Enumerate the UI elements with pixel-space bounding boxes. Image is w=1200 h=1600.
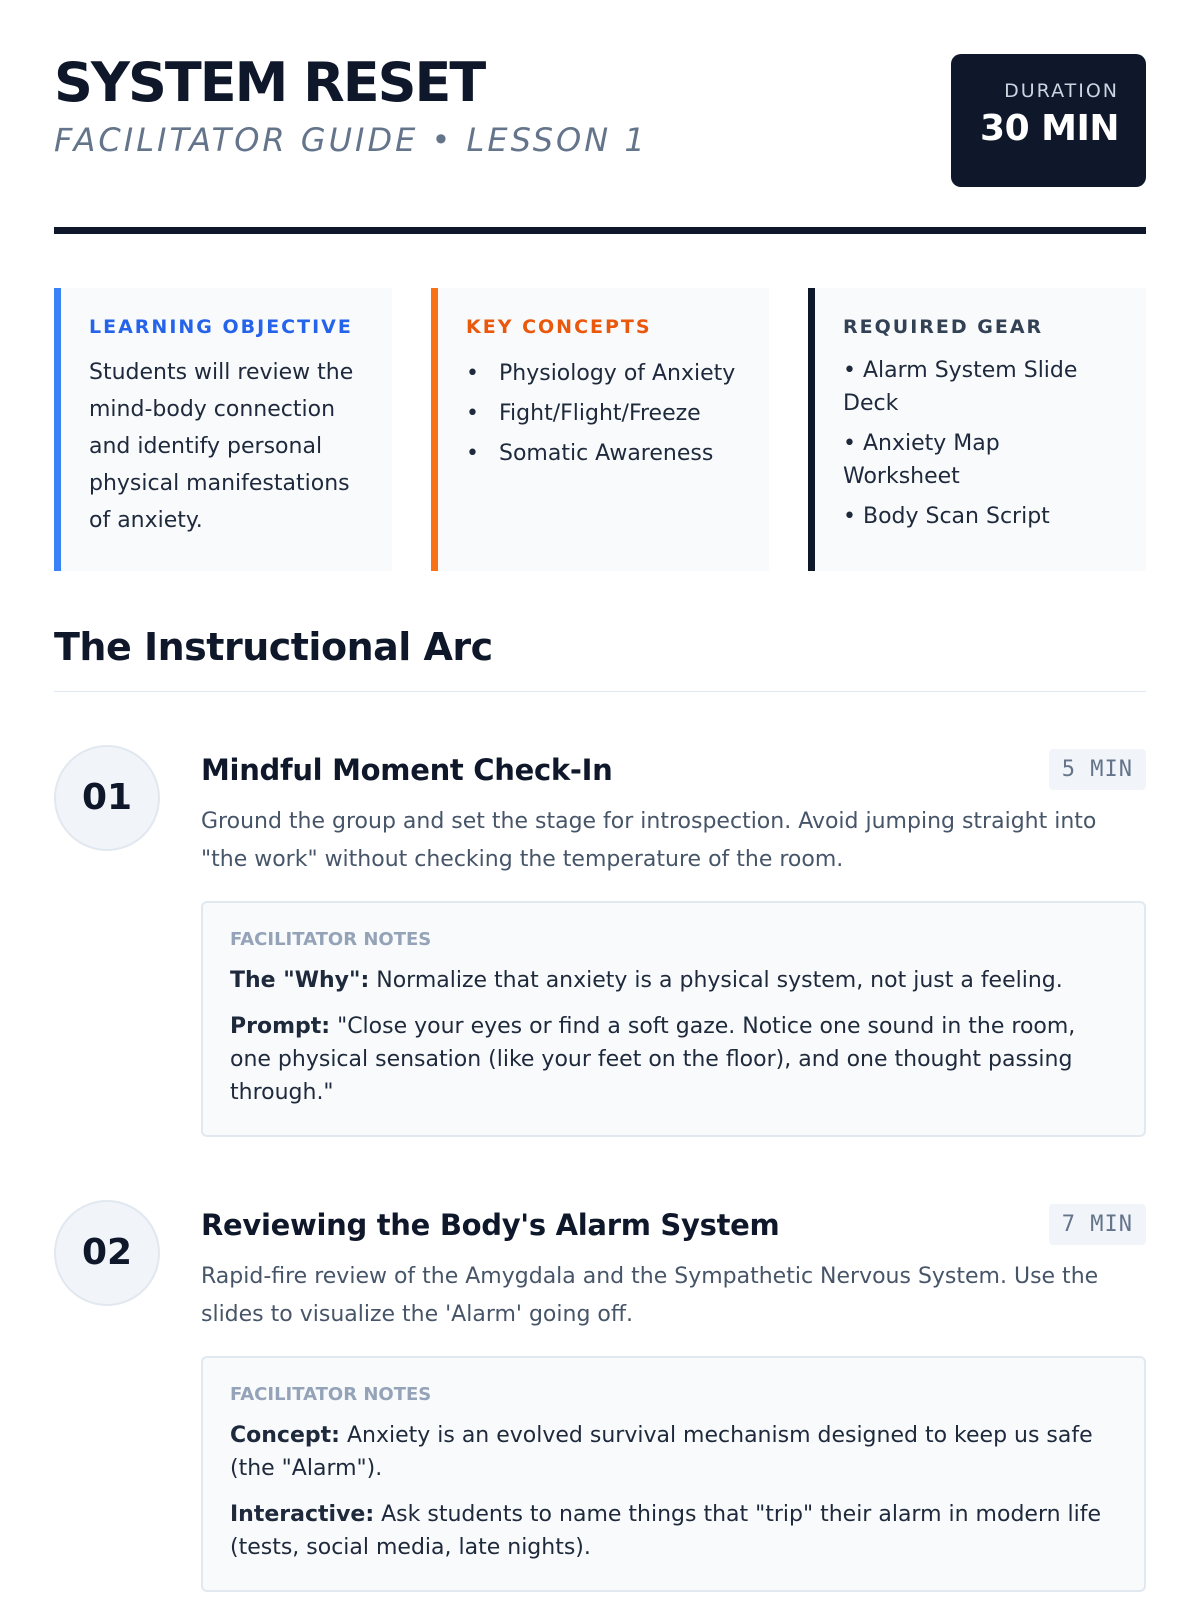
learning-objective-text: Students will review the mind-body connection and identify personal physical manifestations of anxiety. (89, 360, 354, 533)
note-text: Ask students to name things that "trip" their alarm in modern life (tests, social media, late nights). (230, 1502, 1102, 1560)
lesson-guide-page (54, 0, 1146, 1560)
step-title: Reviewing the Body's Alarm System (201, 1208, 780, 1242)
section-divider (54, 691, 1146, 692)
header-divider (54, 227, 1146, 234)
step-title: Mindful Moment Check-In (201, 753, 613, 787)
note-line (230, 1419, 1118, 1485)
note-text: "Close your eyes or find a soft gaze. Notice one sound in the room, one physical sensation (like your feet on the floor), and one thought passing through." (230, 1014, 1076, 1105)
summary-cards (54, 288, 1146, 571)
note-line (230, 1498, 1118, 1564)
learning-objective-title: LEARNING OBJECTIVE (89, 316, 353, 338)
step-description: Rapid-fire review of the Amygdala and the Sympathetic Nervous System. Use the slides to visualize the 'Alarm' going off. (201, 1264, 1099, 1327)
step-time-badge: 7 MIN (1049, 1204, 1146, 1245)
facilitator-notes-title: FACILITATOR NOTES (230, 929, 432, 950)
section-title: The Instructional Arc (54, 625, 493, 669)
step-description: Ground the group and set the stage for introspection. Avoid jumping straight into "the work" without checking the temperature of the room. (201, 809, 1097, 872)
required-gear-list (843, 354, 1093, 533)
note-label: Prompt: (230, 1014, 331, 1039)
list-item: • Physiology of Anxiety (466, 354, 745, 394)
duration-badge (951, 54, 1146, 187)
page-header (54, 0, 1146, 236)
step-number-badge: 02 (54, 1200, 160, 1306)
list-item: • Alarm System Slide Deck (843, 358, 1078, 416)
facilitator-notes (201, 901, 1146, 1137)
required-gear-card (808, 288, 1146, 571)
key-concepts-card (431, 288, 769, 571)
note-label: Interactive: (230, 1502, 375, 1527)
duration-value: 30 MIN (980, 108, 1119, 149)
learning-objective-card (54, 288, 392, 571)
page-title: SYSTEM RESET (54, 51, 485, 114)
step-number-badge: 01 (54, 745, 160, 851)
step-time-badge: 5 MIN (1049, 749, 1146, 790)
step-content (201, 745, 1146, 1137)
list-item: • Fight/Flight/Freeze (466, 394, 745, 434)
note-label: The "Why": (230, 968, 370, 993)
note-line (230, 1010, 1118, 1109)
note-text: Normalize that anxiety is a physical system, not just a feeling. (369, 968, 1063, 993)
list-item: • Anxiety Map Worksheet (843, 431, 1000, 489)
note-line (230, 964, 1118, 997)
page-subtitle: FACILITATOR GUIDE • LESSON 1 (54, 121, 648, 159)
step-content (201, 1200, 1146, 1592)
note-text: Anxiety is an evolved survival mechanism designed to keep us safe (the "Alarm"). (230, 1423, 1093, 1481)
duration-label: DURATION (1004, 80, 1119, 102)
facilitator-notes-title: FACILITATOR NOTES (230, 1384, 432, 1405)
required-gear-title: REQUIRED GEAR (843, 316, 1044, 338)
key-concepts-title: KEY CONCEPTS (466, 316, 652, 338)
facilitator-notes (201, 1356, 1146, 1592)
note-label: Concept: (230, 1423, 340, 1448)
key-concepts-list (466, 354, 745, 474)
list-item: • Body Scan Script (843, 504, 1050, 529)
list-item: • Somatic Awareness (466, 434, 745, 474)
